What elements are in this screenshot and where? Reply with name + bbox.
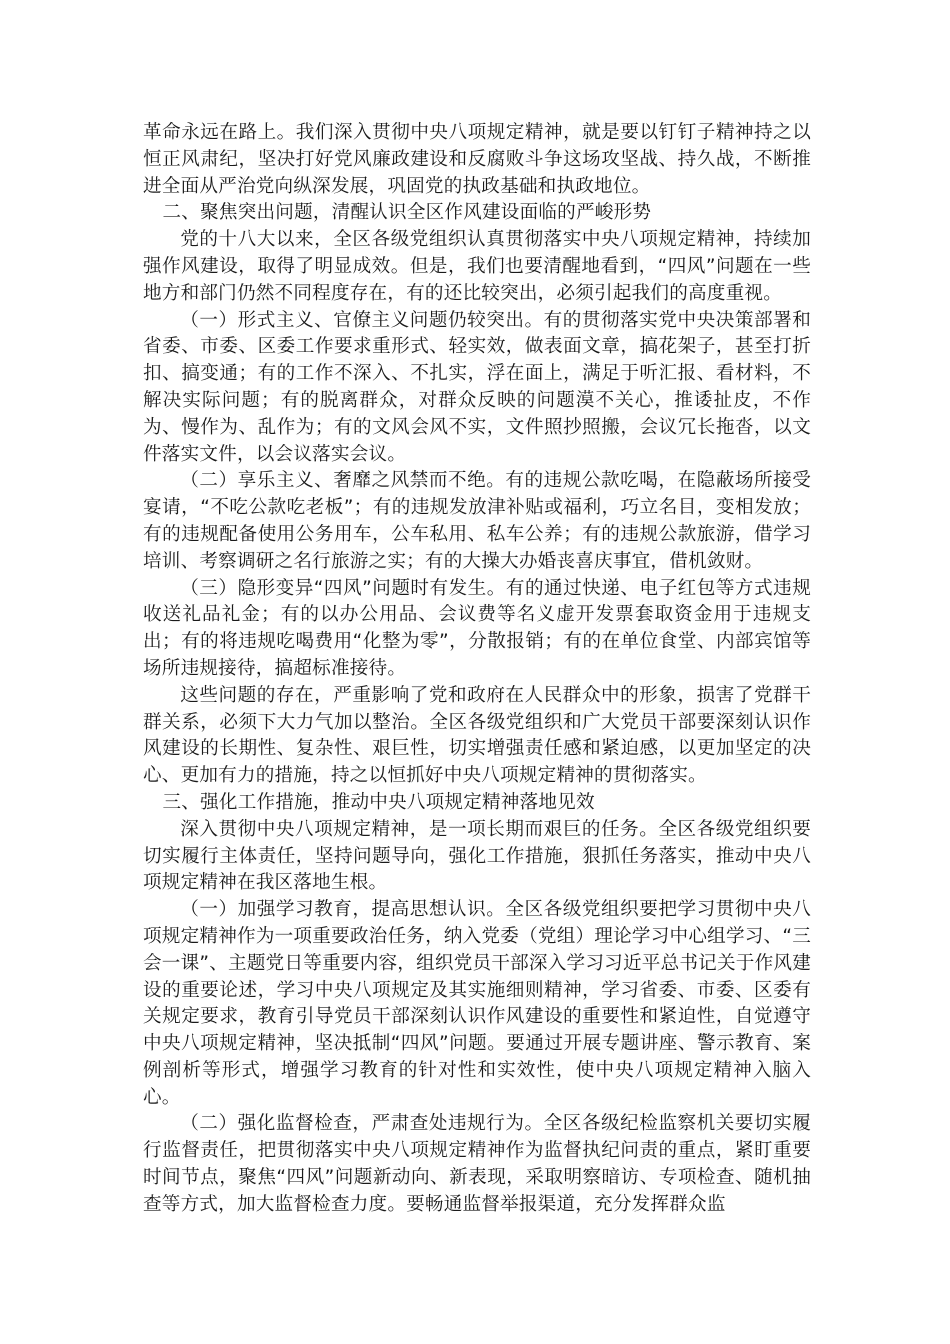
paragraph: （二）强化监督检查，严肃查处违规行为。全区各级纪检监察机关要切实履行监督责任，把贯彻落实中央八项规定精神作为监督执纪问责的重点，紧盯重要时间节点，聚焦“四风”问题新动向、新表现，采取明察暗访、专项检查、随机抽查等方式，加大监督检查力度。要畅通监督举报渠道，充分发挥群众监 (143, 1113, 811, 1215)
section-heading-2: 二、聚焦突出问题，清醒认识全区作风建设面临的严峻形势 (162, 202, 652, 224)
paragraph-continued: 革命永远在路上。我们深入贯彻中央八项规定精神，就是要以钉钉子精神持之以恒正风肃纪，坚决打好党风廉政建设和反腐败斗争这场攻坚战、持久战，不断推进全面从严治党向纵深发展，巩固党的执政基础和执政地位。 (143, 122, 811, 197)
paragraph: 这些问题的存在，严重影响了党和政府在人民群众中的形象，损害了党群干群关系，必须下大力气加以整治。全区各级党组织和广大党员干部要深刻认识作风建设的长期性、复杂性、艰巨性，切实增强责任感和紧迫感，以更加坚定的决心、更加有力的措施，持之以恒抓好中央八项规定精神的贯彻落实。 (143, 684, 811, 787)
paragraph: （三）隐形变异“四风”问题时有发生。有的通过快递、电子红包等方式违规收送礼品礼金；有的以办公用品、会议费等名义虚开发票套取资金用于违规支出；有的将违规吃喝费用“化整为零”，分散报销；有的在单位食堂、内部宾馆等场所违规接待，搞超标准接待。 (143, 577, 811, 679)
paragraph: （一）形式主义、官僚主义问题仍较突出。有的贯彻落实党中央决策部署和省委、市委、区委工作要求重形式、轻实效，做表面文章，搞花架子，甚至打折扣、搞变通；有的工作不深入、不扎实，浮在面上，满足于听汇报、看材料，不解决实际问题；有的脱离群众，对群众反映的问题漠不关心，推诿扯皮，不作为、慢作为、乱作为；有的文风会风不实，文件照抄照搬，会议冗长拖沓，以文件落实文件，以会议落实会议。 (143, 309, 811, 465)
paragraph: （一）加强学习教育，提高思想认识。全区各级党组织要把学习贯彻中央八项规定精神作为一项重要政治任务，纳入党委（党组）理论学习中心组学习、“三会一课”、主题党日等重要内容，组织党员干部深入学习习近平总书记关于作风建设的重要论述，学习中央八项规定及其实施细则精神，学习省委、市委、区委有关规定要求，教育引导党员干部深刻认识作风建设的重要性和紧迫性，自觉遵守中央八项规定精神，坚决抵制“四风”问题。要通过开展专题讲座、警示教育、案例剖析等形式，增强学习教育的针对性和实效性，使中央八项规定精神入脑入心。 (143, 899, 811, 1108)
paragraph: 党的十八大以来，全区各级党组织认真贯彻落实中央八项规定精神，持续加强作风建设，取得了明显成效。但是，我们也要清醒地看到，“四风”问题在一些地方和部门仍然不同程度存在，有的还比较突出，必须引起我们的高度重视。 (143, 229, 811, 304)
paragraph: （二）享乐主义、奢靡之风禁而不绝。有的违规公款吃喝，在隐蔽场所接受宴请，“不吃公款吃老板”；有的违规发放津补贴或福利，巧立名目，变相发放；有的违规配备使用公务用车，公车私用、私车公养；有的违规公款旅游，借学习培训、考察调研之名行旅游之实；有的大操大办婚丧喜庆事宜，借机敛财。 (143, 470, 811, 572)
section-heading-3: 三、强化工作措施，推动中央八项规定精神落地见效 (162, 791, 595, 813)
paragraph: 深入贯彻中央八项规定精神，是一项长期而艰巨的任务。全区各级党组织要切实履行主体责任，坚持问题导向，强化工作措施，狠抓任务落实，推动中央八项规定精神在我区落地生根。 (143, 818, 811, 894)
document-page (143, 120, 811, 1219)
